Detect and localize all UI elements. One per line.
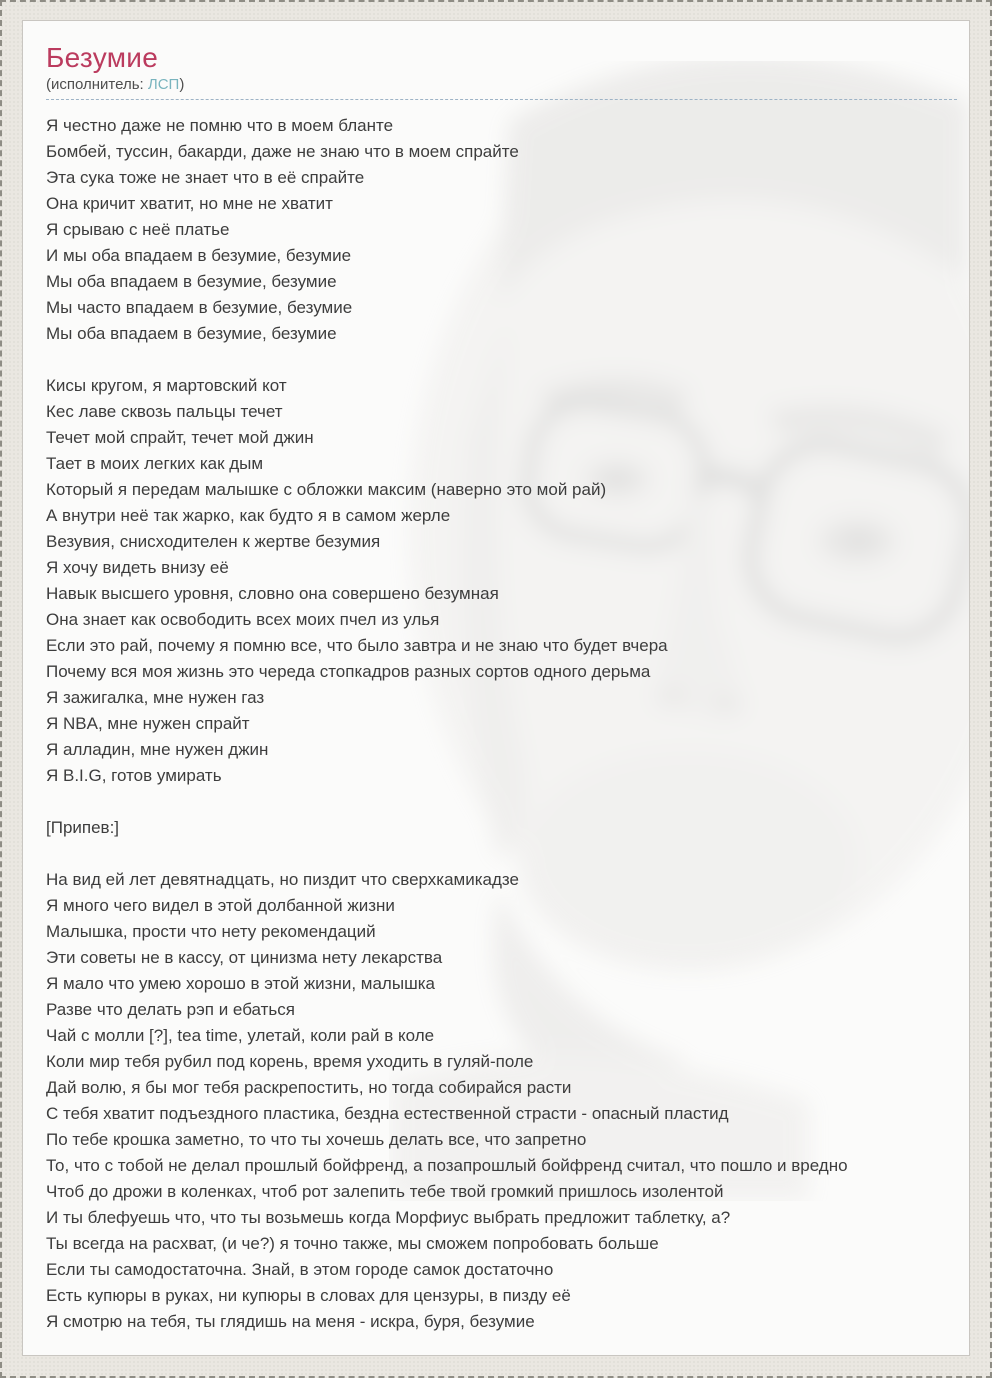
lyrics-content xyxy=(23,21,969,1335)
lyric-line: Я смотрю на тебя, ты глядишь на меня - искра, буря, безумие xyxy=(46,1312,535,1331)
artist-prefix: (исполнитель: xyxy=(46,76,148,93)
stanza xyxy=(46,113,959,347)
lyric-line: Кес лаве сквозь пальцы течет xyxy=(46,402,283,421)
lyric-line: Дай волю, я бы мог тебя раскрепостить, но тогда собирайся расти xyxy=(46,1078,572,1097)
lyric-line: Я мало что умею хорошо в этой жизни, малышка xyxy=(46,974,435,993)
lyric-line: Я честно даже не помню что в моем бланте xyxy=(46,116,394,135)
lyric-line: Я NBA, мне нужен спрайт xyxy=(46,714,250,733)
lyric-line: Мы оба впадаем в безумие, безумие xyxy=(46,272,337,291)
artist-line xyxy=(46,75,959,95)
lyric-line: Тает в моих легких как дым xyxy=(46,454,264,473)
lyric-line: Я зажигалка, мне нужен газ xyxy=(46,688,265,707)
lyric-line: Мы оба впадаем в безумие, безумие xyxy=(46,324,337,343)
lyric-line: Чай с молли [?], tea time, улетай, коли рай в коле xyxy=(46,1026,435,1045)
lyric-line: Она знает как освободить всех моих пчел из улья xyxy=(46,610,440,629)
stanza xyxy=(46,373,959,789)
lyric-line: И мы оба впадаем в безумие, безумие xyxy=(46,246,352,265)
lyrics-text xyxy=(46,113,959,1335)
lyric-line: То, что с тобой не делал прошлый бойфренд, а позапрошлый бойфренд считал, что пошло и вредно xyxy=(46,1156,848,1175)
lyric-line: Эта сука тоже не знает что в её спрайте xyxy=(46,168,365,187)
lyric-line: По тебе крошка заметно, то что ты хочешь делать все, что запретно xyxy=(46,1130,587,1149)
lyric-line: Ты всегда на расхват, (и че?) я точно также, мы сможем попробовать больше xyxy=(46,1234,659,1253)
lyric-line: Навык высшего уровня, словно она совершено безумная xyxy=(46,584,499,603)
stanza xyxy=(46,867,959,1335)
lyric-line: На вид ей лет девятнадцать, но пиздит что сверхкамикадзе xyxy=(46,870,519,889)
dashed-separator xyxy=(46,95,957,100)
lyric-line: Коли мир тебя рубил под корень, время уходить в гуляй-поле xyxy=(46,1052,534,1071)
lyric-line: Везувия, снисходителен к жертве безумия xyxy=(46,532,381,551)
lyric-line: Бомбей, туссин, бакарди, даже не знаю что в моем спрайте xyxy=(46,142,519,161)
lyric-line: А внутри неё так жарко, как будто я в самом жерле xyxy=(46,506,451,525)
lyric-line: И ты блефуешь что, что ты возьмешь когда Морфиус выбрать предложит таблетку, а? xyxy=(46,1208,731,1227)
artist-suffix: ) xyxy=(179,76,185,93)
lyric-line: Я срываю с неё платье xyxy=(46,220,230,239)
lyric-line: [Припев:] xyxy=(46,818,120,837)
lyric-line: Разве что делать рэп и ебаться xyxy=(46,1000,295,1019)
lyric-line: Который я передам малышке с обложки максим (наверно это мой рай) xyxy=(46,480,607,499)
lyric-line: Мы часто впадаем в безумие, безумие xyxy=(46,298,353,317)
page-title: Безумие xyxy=(46,42,159,73)
lyric-line: Если ты самодостаточна. Знай, в этом городе самок достаточно xyxy=(46,1260,554,1279)
lyric-line: Я B.I.G, готов умирать xyxy=(46,766,222,785)
lyrics-card xyxy=(22,20,970,1356)
artist-link[interactable]: ЛСП xyxy=(147,76,180,93)
lyric-line: Течет мой спрайт, течет мой джин xyxy=(46,428,314,447)
lyric-line: С тебя хватит подъездного пластика, бездна естественной страсти - опасный пластид xyxy=(46,1104,729,1123)
stanza xyxy=(46,815,959,841)
lyric-line: Она кричит хватит, но мне не хватит xyxy=(46,194,333,213)
lyric-line: Почему вся моя жизнь это череда стопкадров разных сортов одного дерьма xyxy=(46,662,651,681)
lyric-line: Чтоб до дрожи в коленках, чтоб рот залепить тебе твой громкий пришлось изолентой xyxy=(46,1182,724,1201)
lyric-line: Я много чего видел в этой долбанной жизни xyxy=(46,896,395,915)
lyric-line: Кисы кругом, я мартовский кот xyxy=(46,376,287,395)
lyric-line: Если это рай, почему я помню все, что было завтра и не знаю что будет вчера xyxy=(46,636,668,655)
lyric-line: Малышка, прости что нету рекомендаций xyxy=(46,922,376,941)
lyric-line: Я хочу видеть внизу её xyxy=(46,558,229,577)
lyric-line: Эти советы не в кассу, от цинизма нету лекарства xyxy=(46,948,443,967)
lyric-line: Есть купюры в руках, ни купюры в словах для цензуры, в пизду её xyxy=(46,1286,571,1305)
lyric-line: Я алладин, мне нужен джин xyxy=(46,740,269,759)
